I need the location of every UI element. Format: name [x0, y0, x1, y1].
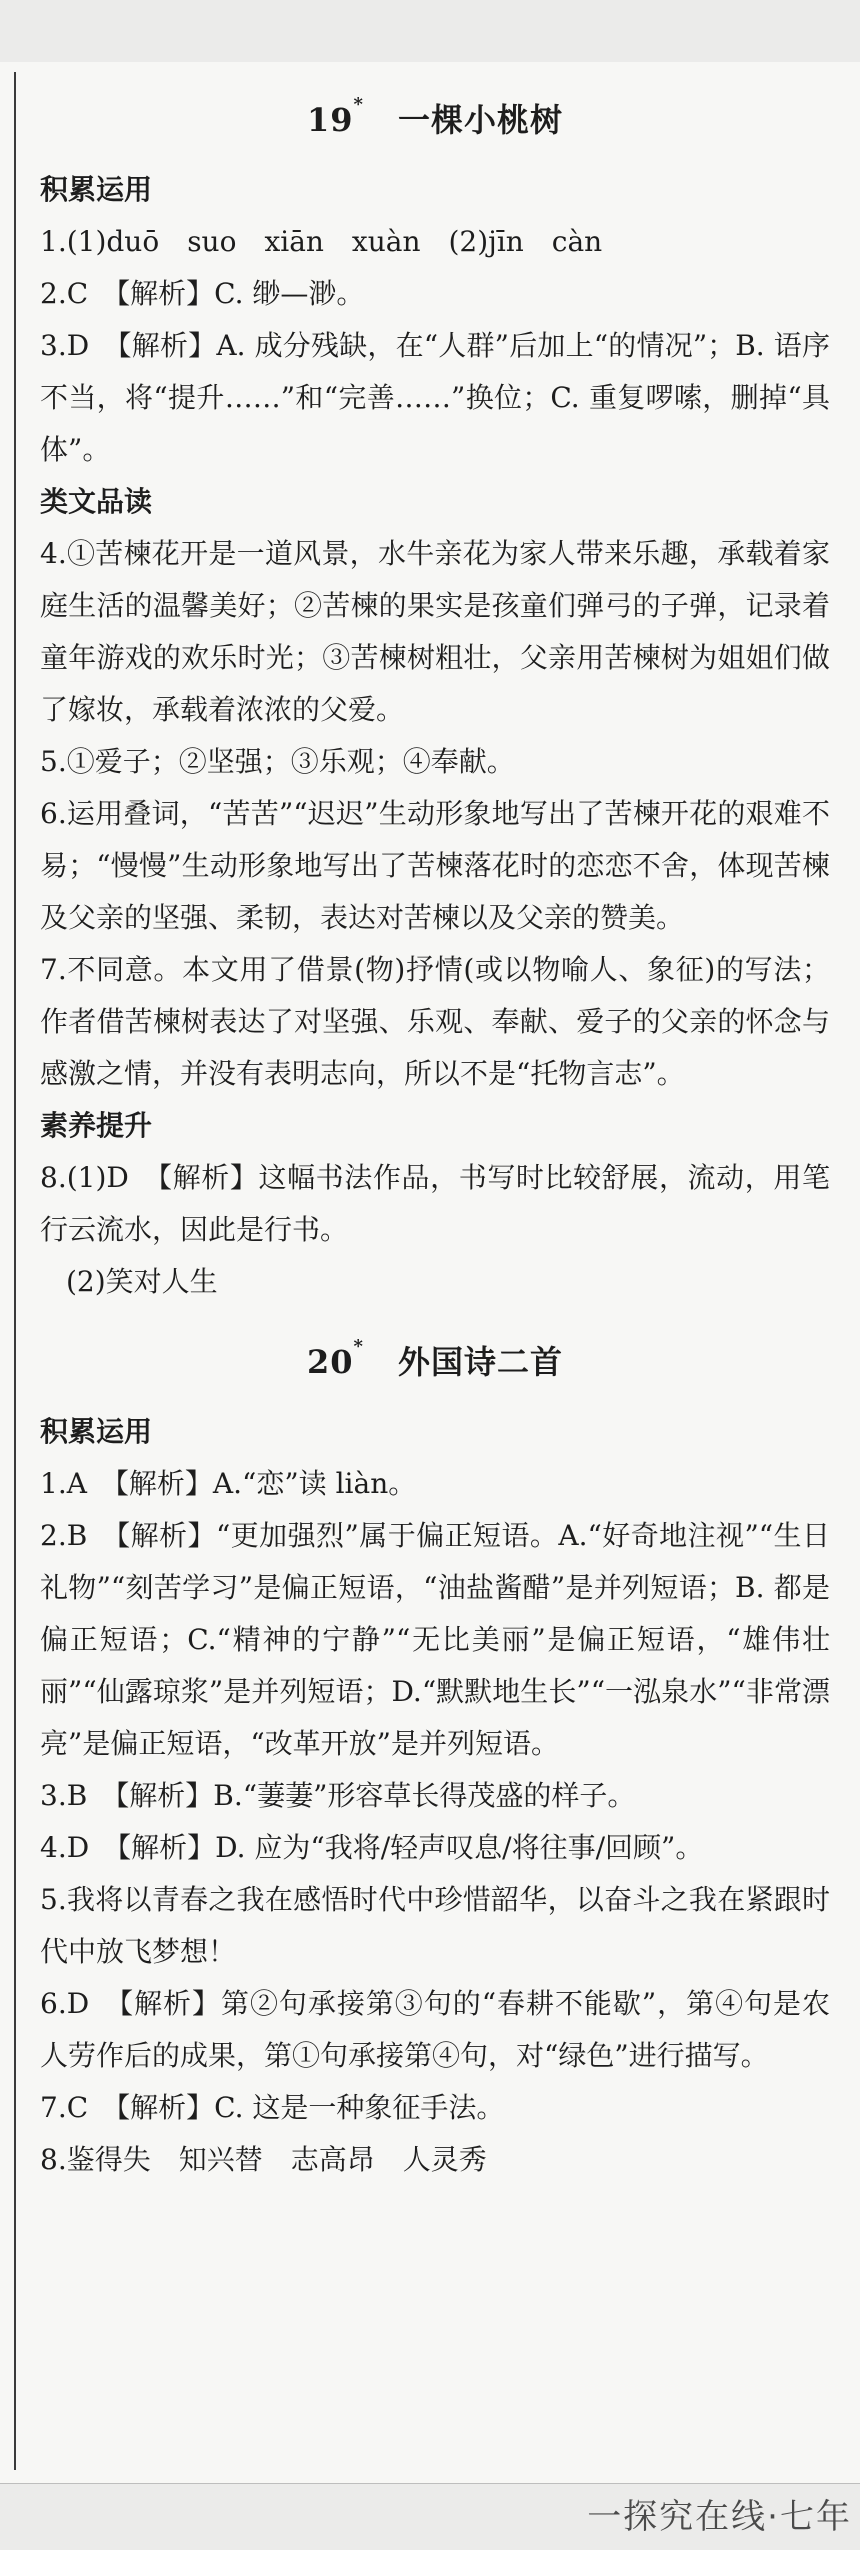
section-number: 20	[307, 1343, 354, 1381]
left-margin-rule	[14, 72, 16, 2470]
section-heading: 外国诗二首	[397, 1343, 563, 1381]
answer-item: 8.鉴得失 知兴替 志高昂 人灵秀	[40, 2143, 487, 2176]
footer-brand-text: 一探究在线·七年	[587, 2497, 852, 2537]
answer-item: 2.B 【解析】“更加强烈”属于偏正短语。A.“好奇地注视”“生日礼物”“刻苦学习”是偏正短语，“油盐酱醋”是并列短语；B. 都是偏正短语；C.“精神的宁静”“无比美丽”是偏正短语，“雄伟壮丽”“仙露琼浆”是并列短语；D.“默默地生长”“一泓泉水”“非常漂亮”是偏正短语，“改革开放”是并列短语。	[40, 1519, 830, 1760]
section-spacer	[40, 1308, 830, 1326]
answer-item: 3.B 【解析】B.“萋萋”形容草长得茂盛的样子。	[40, 1779, 636, 1812]
answer-item: 7.C 【解析】C. 这是一种象征手法。	[40, 2091, 505, 2124]
page-footer	[0, 2483, 860, 2550]
group-label-accumulate: 积累运用	[40, 173, 153, 206]
section-mark: *	[353, 94, 364, 115]
answer-content	[40, 84, 830, 2186]
answer-item: 6.D 【解析】第②句承接第③句的“春耕不能歇”，第④句是农人劳作后的成果，第①句承接第④句，对“绿色”进行描写。	[40, 1987, 830, 2072]
section-19	[40, 90, 830, 1308]
section-20	[40, 1332, 830, 2186]
answer-item: 7.不同意。本文用了借景(物)抒情(或以物喻人、象征)的写法；作者借苦楝树表达了对坚强、乐观、奉献、爱子的父亲的怀念与感激之情，并没有表明志向，所以不是“托物言志”。	[40, 953, 830, 1090]
answer-item: 6.运用叠词，“苦苦”“迟迟”生动形象地写出了苦楝开花的艰难不易；“慢慢”生动形象地写出了苦楝落花时的恋恋不舍，体现苦楝及父亲的坚强、柔韧，表达对苦楝以及父亲的赞美。	[40, 797, 830, 934]
answer-item: 4.D 【解析】D. 应为“我将/轻声叹息/将往事/回顾”。	[40, 1831, 704, 1864]
answer-item: 1.(1)duō suo xiān xuàn (2)jīn càn	[40, 225, 603, 258]
answer-item: 3.D 【解析】A. 成分残缺，在“人群”后加上“的情况”；B. 语序不当，将“提升……”和“完善……”换位；C. 重复啰嗦，删掉“具体”。	[40, 329, 830, 466]
group-label-improvement: 素养提升	[40, 1109, 153, 1142]
answer-subitem: (2)笑对人生	[66, 1265, 218, 1298]
answer-item: 2.C 【解析】C. 缈—渺。	[40, 277, 365, 310]
section-title	[40, 1332, 830, 1392]
section-title	[40, 90, 830, 150]
section-mark: *	[353, 1336, 364, 1357]
top-margin-band	[0, 0, 860, 62]
answer-item: 4.①苦楝花开是一道风景，水牛亲花为家人带来乐趣，承载着家庭生活的温馨美好；②苦楝的果实是孩童们弹弓的子弹，记录着童年游戏的欢乐时光；③苦楝树粗壮，父亲用苦楝树为姐姐们做了嫁妆，承载着浓浓的父爱。	[40, 537, 830, 726]
answer-item: 5.①爱子；②坚强；③乐观；④奉献。	[40, 745, 515, 778]
answer-item: 8.(1)D 【解析】这幅书法作品，书写时比较舒展，流动，用笔行云流水，因此是行书。	[40, 1161, 830, 1246]
answer-item: 1.A 【解析】A.“恋”读 liàn。	[40, 1467, 417, 1500]
group-label-accumulate: 积累运用	[40, 1415, 153, 1448]
group-label-reading: 类文品读	[40, 485, 153, 518]
section-heading: 一棵小桃树	[397, 101, 563, 139]
answer-item: 5.我将以青春之我在感悟时代中珍惜韶华，以奋斗之我在紧跟时代中放飞梦想！	[40, 1883, 830, 1968]
section-number: 19	[307, 101, 354, 139]
